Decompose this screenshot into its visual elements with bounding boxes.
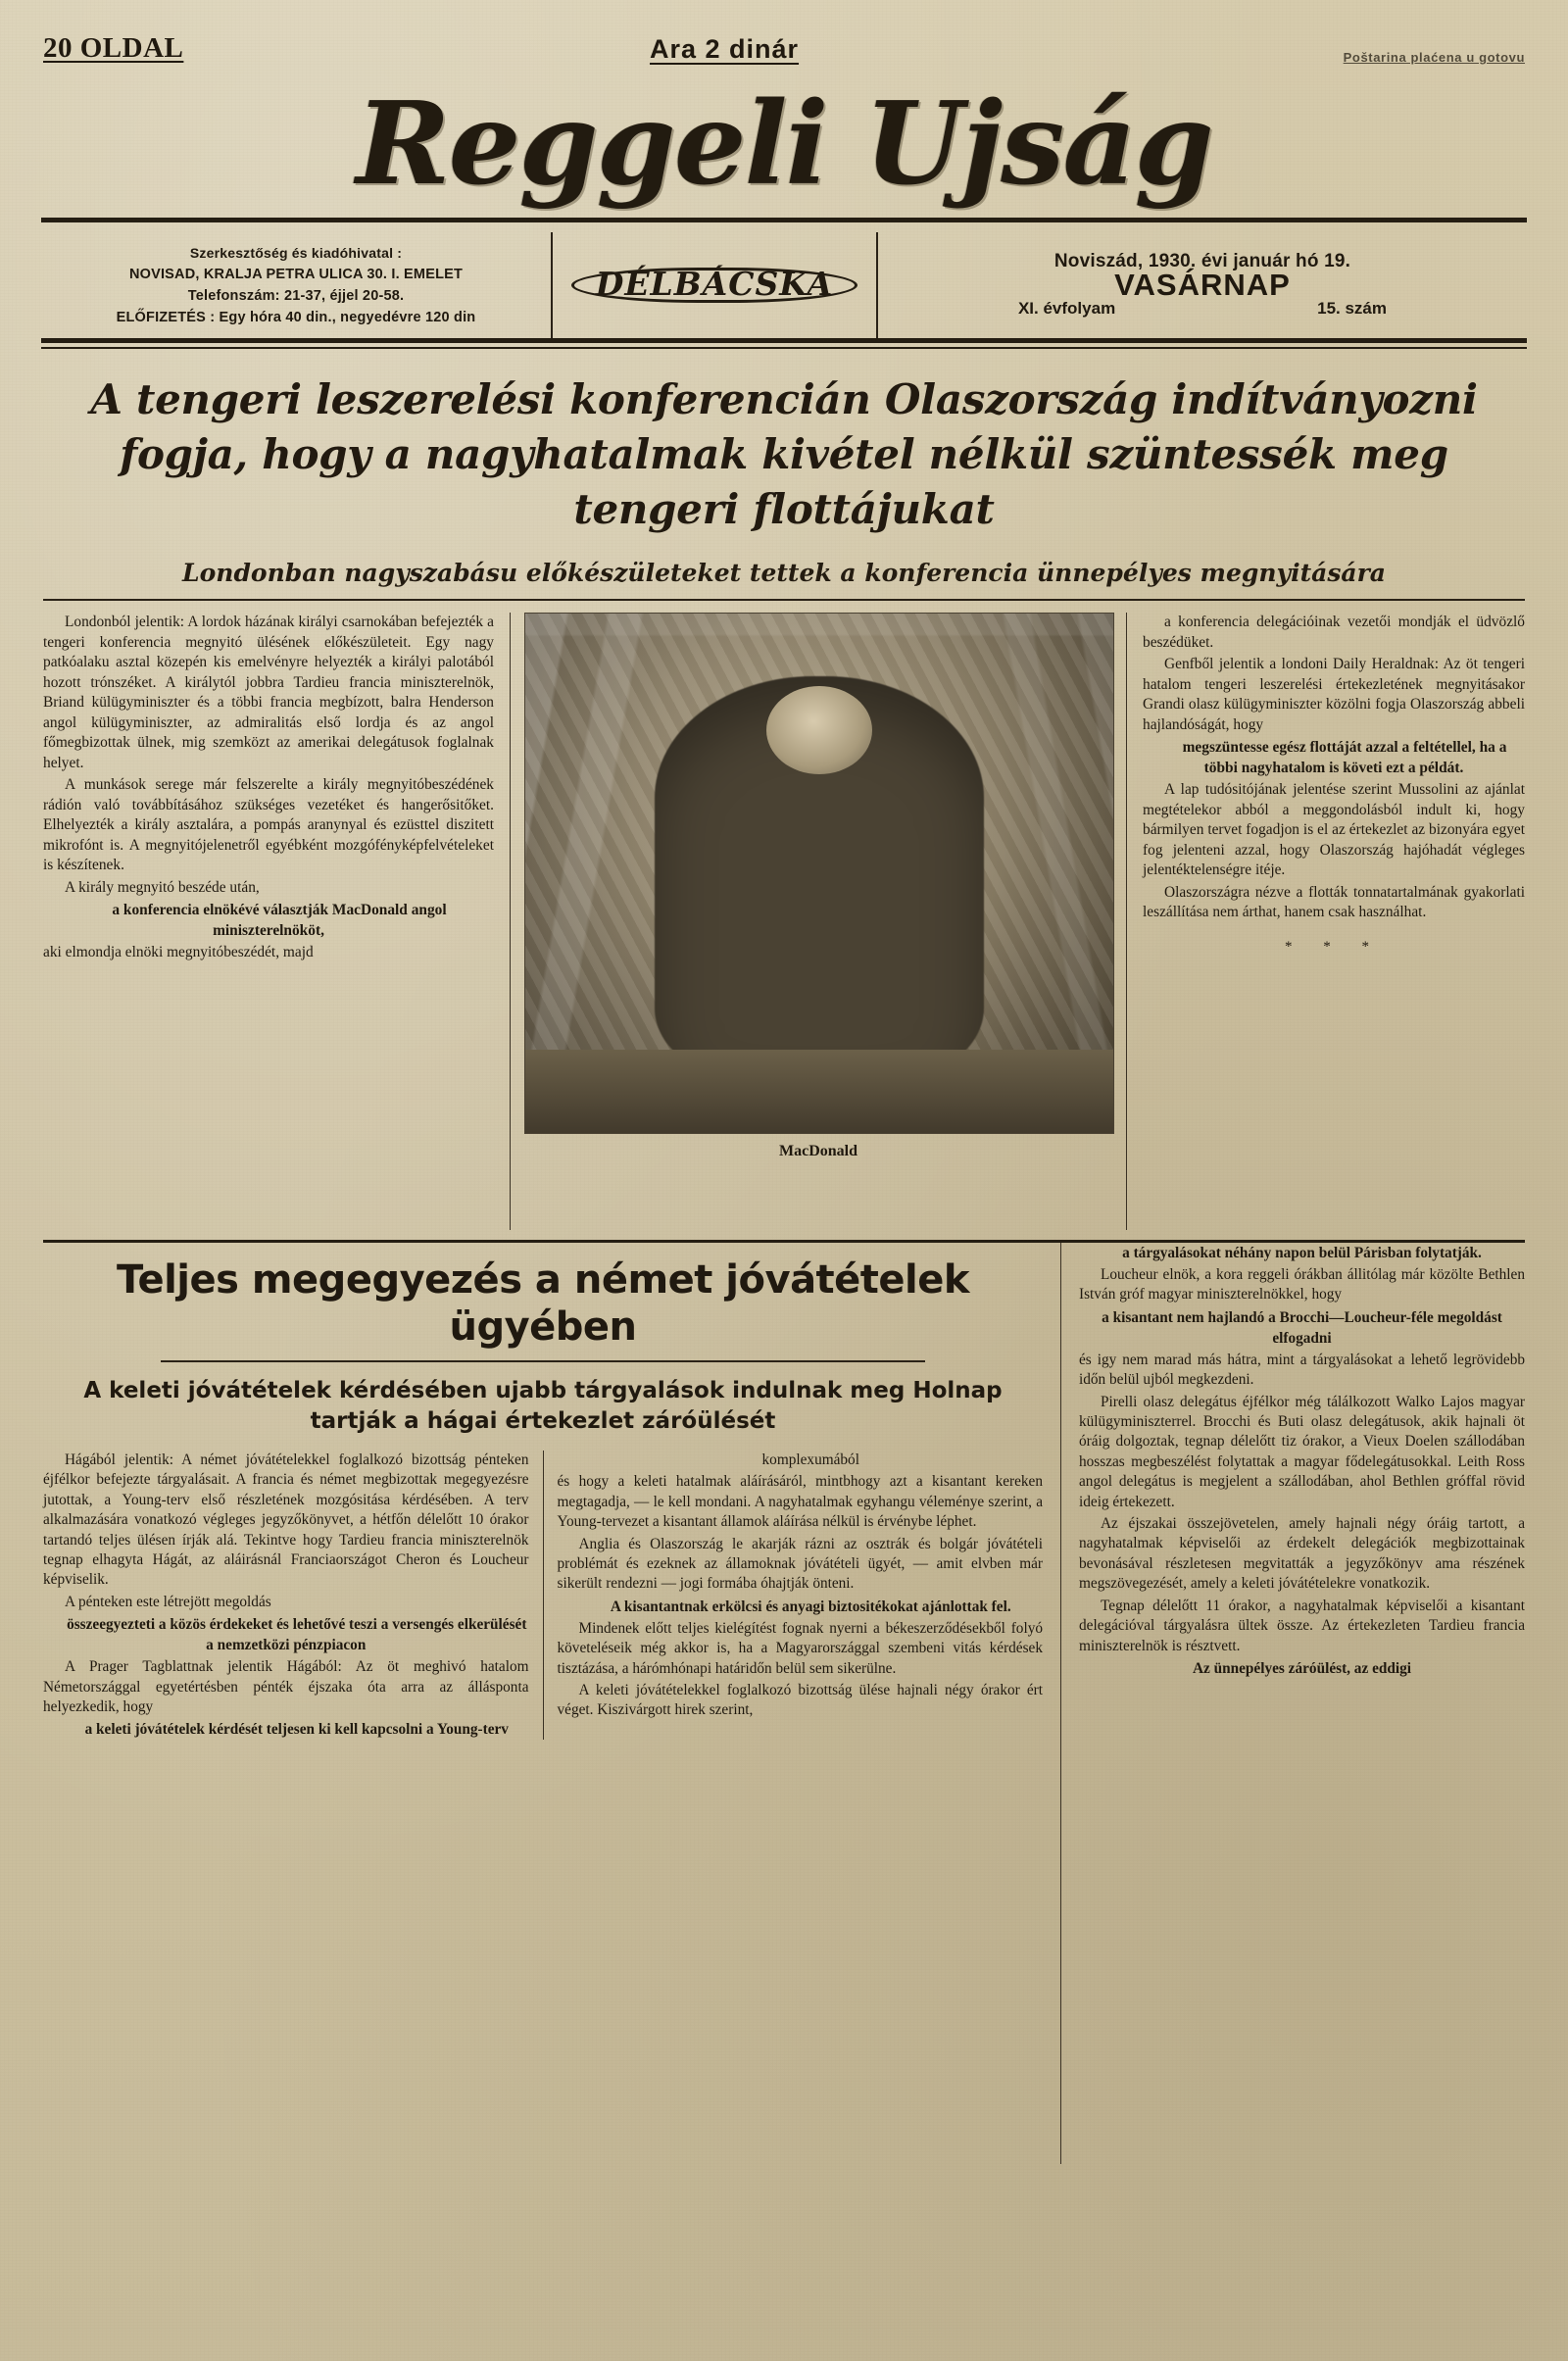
secondary-columns <box>43 1451 1043 1740</box>
volume-row <box>878 299 1527 320</box>
secondary-emphasis: összeegyezteti a közös érdekeket és lehetővé teszi a versengés elkerülését a nemzetközi pénzpiacon <box>67 1616 527 1654</box>
price-label: Ara 2 dinár <box>649 34 800 64</box>
volume-label: XI. évfolyam <box>1017 298 1116 318</box>
secondary-emphasis: a keleti jóvátételek kérdését teljesen ki kell kapcsolni a Young-terv <box>84 1721 509 1739</box>
secondary-emphasis: A kisantantnak erkölcsi és anyagi biztositékokat ajánlottak fel. <box>610 1598 1011 1615</box>
lower-right-emphasis: a kisantant nem hajlandó a Brocchi—Loucheur-féle megoldást elfogadni <box>1102 1308 1502 1347</box>
lead-emphasis: megszüntesse egész flottáját azzal a feltétellel, ha a többi nagyhatalom is követi ezt a példát. <box>1182 739 1507 776</box>
lead-paragraph: Genfből jelentik a londoni Daily Heraldnak: Az öt tengeri hatalom tengeri leszerelési értekezletének megnyitásakor Grandi olasz külügyminiszter közölni fogja Olaszország abbeli hajlandóságát, hogy <box>1143 656 1525 733</box>
secondary-paragraph: Hágából jelentik: A német jóvátételekkel foglalkozó bizottság pénteken éjfélkor befejezte tárgyalásait. A francia és német megbizottak megegyezésre jutottak, a Young-terv első részletének mozgósitása kérdésében. A terv alkalmazására vonatkozó végleges jegyzőkönyvet, a hétfőn délelőtt 10 órakor tartandó teljes ülésen írják alá. Tekintve hogy Tardieu francia miniszterelnök tegnap elhagyta Hágát, az aláirásnál Franciaországot Cheron és Loucheur képviselik. <box>43 1451 529 1589</box>
lead-paragraph: A munkások serege már felszerelte a király megnyitóbeszédének rádión való továbbításához szükséges vezetéket és hangerősitőket. Elhelyezték a király asztalára, a pompás aranynyal és ezüsttel diszitett mikrofónt is. A megnyitójelenetről egyébként mozgófényképfelvételeket is készítenek. <box>43 776 494 873</box>
issue-info <box>878 232 1527 338</box>
figure-head <box>766 686 872 774</box>
lead-headline-block <box>59 372 1509 537</box>
secondary-continuation-word: komplexumából <box>761 1451 859 1468</box>
lead-column-left <box>43 613 510 1230</box>
imprint-row <box>41 232 1527 338</box>
secondary-subheadline: A keleti jóvátételek kérdésében ujabb tárgyalások indulnak meg Holnap tartják a hágai értekezlet záróülését <box>83 1378 1003 1434</box>
editorial-line-2: NOVISAD, KRALJA PETRA ULICA 30. I. EMELET <box>128 267 464 282</box>
lead-paragraph: aki elmondja elnöki megnyitóbeszédét, majd <box>43 944 314 960</box>
lower-right-paragraph: Pirelli olasz delegátus éjfélkor még tálálkozott Walko Lajos magyar külügyminiszterrel. Brocchi és Buti olasz delegátusok, akik hajnali öt óráig dolgoztak, tegnap délelőtt tiz órakor, a Vieux Doelen szállodában hosszas megbeszélést folytattak a magyar fődelegátusokkal. Leith Ross angol delegátus is megjelent a szállodában, ahol Bethlen gróffal rövid ideig értekezett. <box>1079 1393 1525 1510</box>
photo-caption: MacDonald <box>779 1143 858 1159</box>
page-count-label: 20 OLDAL <box>43 32 184 64</box>
imprint-rule <box>41 338 1527 343</box>
section-separator-stars: * * * <box>1285 938 1383 955</box>
figure-desk <box>525 1050 1113 1133</box>
lead-paragraph: Olaszországra nézve a flották tonnatartalmának gyakorlati leszállítása nem árthat, hanem csak használhat. <box>1143 883 1525 920</box>
imprint-rule-thin <box>41 347 1527 349</box>
newspaper-title: Reggeli Ujság <box>356 77 1212 211</box>
secondary-headline-rule <box>161 1360 925 1362</box>
editorial-info <box>41 232 551 338</box>
lead-paragraph: A király megnyitó beszéde után, <box>65 878 260 896</box>
secondary-paragraph: A Prager Tagblattnak jelentik Hágából: Az öt meghivó hatalom Németországgal egyetértésben pénték éjszaka óta arra az állásponta helyezkedik, hogy <box>43 1658 529 1716</box>
lead-paragraph: a konferencia delegációinak vezetői mondják el üdvözlő beszédüket. <box>1143 614 1525 651</box>
lower-right-emphasis: a tárgyalásokat néhány napon belül Párisban folytatják. <box>1122 1245 1482 1261</box>
secondary-headline: Teljes megegyezés a német jóvátételek ügyében <box>116 1257 969 1350</box>
issue-number-label: 15. szám <box>1317 298 1388 318</box>
top-bar <box>33 0 1535 69</box>
lead-column-middle <box>510 613 1127 1230</box>
place-date-label: Noviszád, 1930. évi január hó 19. <box>1054 250 1351 271</box>
editorial-line-3: Telefonszám: 21-37, éjjel 20-58. <box>187 288 405 304</box>
lead-paragraph: Londonból jelentik: A lordok házának királyi csarnokában befejezték a tengeri konferencia megnyitó ülésének előkészületeit. Egy nagy patkóalaku asztal közepén kis emelvényre helyezték a királyi palotából hozott trónszéket. A királytól jobbra Tardieu francia miniszterelnök, Briand külügyminiszter és a többi francia megbízott, balra Henderson angol külügyminiszter, az admiralitás első lordja és az angol főmegbizottak ülnek, mig szemközt az amerikai delegátusok foglalnak helyet. <box>43 614 494 771</box>
secondary-paragraph: A keleti jóvátételekkel foglalkozó bizottság ülése hajnali négy órakor ért véget. Kiszivárgott hirek szerint, <box>557 1682 1043 1719</box>
lower-right-emphasis: Az ünnepélyes záróülést, az eddigi <box>1192 1659 1412 1677</box>
lead-emphasis: a konferencia elnökévé választják MacDonald angol miniszterelnököt, <box>112 902 447 939</box>
lead-headline: A tengeri leszerelési konferencián Olaszország indítványozni fogja, hogy a nagyhatalmak kivétel nélkül szüntessék meg tengeri flottájukat <box>90 375 1478 533</box>
secondary-column-b <box>544 1451 1044 1740</box>
delbacska-logo: DÉLBÁCSKA <box>571 268 858 304</box>
postal-note-label: Poštarina plaćena u gotovu <box>1343 50 1525 65</box>
lead-column-right <box>1127 613 1525 1230</box>
macdonald-photo <box>524 613 1114 1134</box>
weekday-label: VASÁRNAP <box>1114 268 1291 303</box>
editorial-line-1: Szerkesztőség és kiadóhivatal : <box>189 245 403 261</box>
lead-paragraph: A lap tudósitójának jelentése szerint Mussolini az ajánlat megtételekor abból a meggondolásból indult ki, hogy bármilyen tervet fogadjon is el az értekezlet az bizonyára egyet fog jelenteni azzal, hogy Olaszország hajóhadát végleges jelentéktelenségre itéje. <box>1143 781 1525 878</box>
secondary-logo-container <box>551 232 878 338</box>
lead-columns <box>43 613 1525 1230</box>
lower-right-paragraph: Az éjszakai összejövetelen, amely hajnali négy óráig tartott, a nagyhatalmak képviselői az érdekelt delegációk megbizottainak bevonásával részletesen megvitatták a jegyzőkönyv ama részének megszövegezését, amely a keleti jóvátételekre vonatkozik. <box>1079 1515 1525 1593</box>
secondary-paragraph: A pénteken este létrejött megoldás <box>65 1593 271 1610</box>
lower-right-paragraph: Tegnap délelőtt 11 órakor, a nagyhatalmak képviselői a kisantant delegációval tárgyalásra ültek össze. Az értekezleten Tardieu francia miniszterelnök is résztvett. <box>1079 1597 1525 1654</box>
secondary-column-a <box>43 1451 544 1740</box>
lower-right-column <box>1061 1243 1525 2164</box>
secondary-paragraph: és hogy a keleti hatalmak aláírásáról, mintbhogy azt a kisantant kereken megtagadja, — le kell mondani. A nagyhatalmak egyhangu véleménye szerint, a Young-tervezet a kisantant államok aláírása nélkül is érvénybe léphet. <box>557 1473 1043 1531</box>
subheadline-rule <box>43 599 1525 601</box>
masthead <box>33 71 1535 218</box>
masthead-rule <box>41 218 1527 222</box>
lead-subheadline: Londonban nagyszabásu előkészületeket tettek a konferencia ünnepélyes megnyitására <box>182 559 1386 587</box>
subscription-line: ELŐFIZETÉS : Egy hóra 40 din., negyedévre 120 din <box>116 310 476 325</box>
secondary-paragraph: Mindenek előtt teljes kielégítést fognak nyerni a békeszerződésekből folyó követeléseik még akkor is, ha a Magyarországgal szembeni vitás kérdések tisztázása, a hárómhónapi határidőn belül sem sikerülne. <box>557 1619 1043 1677</box>
lower-section <box>43 1243 1525 2164</box>
secondary-paragraph: Anglia és Olaszország le akarják rázni az osztrák és bolgár jóvátételi problémát és ezeknek az államoknak jóvátételi ügyét, — amit elvben már sikerült rendezni — jogi formába óhajtják önteni. <box>557 1535 1043 1593</box>
lower-left-article <box>43 1243 1061 2164</box>
lower-right-paragraph: és igy nem marad más hátra, mint a tárgyalásokat a lehető legrövidebb időn belül ujból megkezdeni. <box>1079 1351 1525 1389</box>
lower-right-paragraph: Loucheur elnök, a kora reggeli órákban állitólag már közölte Bethlen István gróf magyar miniszterelnökkel, hogy <box>1079 1266 1525 1303</box>
